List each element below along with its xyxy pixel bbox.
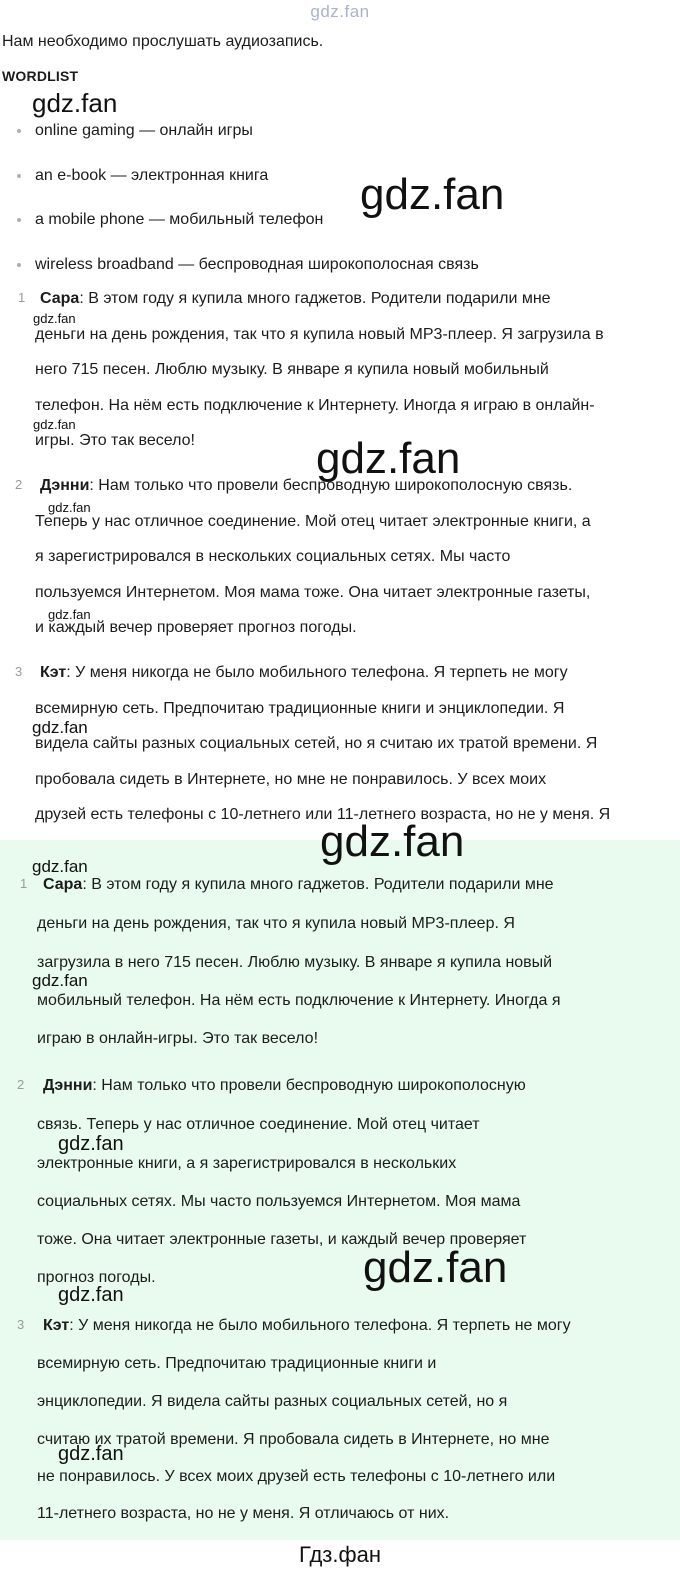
speaker-name: Сара [43, 876, 83, 893]
watermark: gdz.fan [32, 88, 118, 118]
entry-line-text: : В этом году я купила много гаджетов. Родители подарили мне [79, 290, 551, 307]
entry-line-text: : Нам только что провели беспроводную широкополосную связь. [89, 477, 573, 494]
entry-line [43, 1077, 526, 1095]
entry-line: мобильный телефон. На нём есть подключение к Интернету. Иногда я [37, 992, 561, 1009]
entry-number: 3 [15, 664, 23, 679]
entry-line-text: : В этом году я купила много гаджетов. Родители подарили мне [82, 876, 554, 893]
entry-line-text: : У меня никогда не было мобильного телефона. Я терпеть не могу [69, 1317, 571, 1334]
watermark: gdz.fan [320, 817, 465, 866]
entry-line: деньги на день рождения, так что я купила новый MP3-плеер. Я загрузила в [35, 326, 604, 343]
entry-line [40, 477, 572, 495]
site-logo: gdz.fan [310, 2, 370, 21]
entry-line: и каждый вечер проверяет прогноз погоды. [35, 619, 357, 636]
entry-number: 1 [18, 290, 26, 305]
watermark: gdz.fan [33, 311, 76, 326]
entry-line-text: : Нам только что провели беспроводную широкополосную [92, 1077, 526, 1094]
entry-line: не понравилось. У всех моих друзей есть телефоны с 10-летнего или [37, 1468, 556, 1485]
watermark: gdz.fan [32, 718, 88, 737]
footer-site-name: Гдз.фан [299, 1542, 381, 1567]
watermark: gdz.fan [48, 607, 91, 622]
entry-line: всемирную сеть. Предпочитаю традиционные книги и энциклопедии. Я [35, 700, 565, 717]
entry-line [43, 1317, 571, 1335]
watermark: gdz.fan [33, 417, 76, 432]
entry-line: пробовала сидеть в Интернете, но мне не понравилось. У всех моих [35, 771, 547, 788]
bullet-icon [17, 174, 21, 178]
entry-number: 3 [17, 1317, 25, 1332]
entry-line: социальных сетях. Мы часто пользуемся Интернетом. Моя мама [37, 1193, 521, 1210]
watermark: gdz.fan [58, 1133, 124, 1155]
entry-line: считаю их тратой времени. Я пробовала сидеть в Интернете, но мне [37, 1431, 550, 1448]
entry-line: Теперь у нас отличное соединение. Мой отец читает электронные книги, а [35, 513, 591, 530]
speaker-name: Дэнни [43, 1077, 93, 1094]
entry-line: него 715 песен. Люблю музыку. В январе я купила новый мобильный [35, 361, 549, 378]
watermark: gdz.fan [48, 500, 91, 515]
entry-line: деньги на день рождения, так что я купила новый MP3-плеер. Я [37, 915, 515, 932]
watermark: gdz.fan [32, 971, 88, 990]
bullet-icon [17, 263, 21, 267]
bullet-icon [17, 129, 21, 133]
entry-line: пользуемся Интернетом. Моя мама тоже. Она читает электронные газеты, [35, 584, 591, 601]
entry-line: связь. Теперь у нас отличное соединение. Мой отец читает [37, 1116, 480, 1133]
watermark: gdz.fan [58, 1284, 124, 1306]
entry-line: тоже. Она читает электронные газеты, и каждый вечер проверяет [37, 1231, 527, 1248]
entry-line: загрузила в него 715 песен. Люблю музыку. В январе я купила новый [37, 954, 553, 971]
entry-line: друзей есть телефоны с 10-летнего или 11-летнего возраста, но не у меня. Я [35, 806, 611, 823]
entry-line: прогноз погоды. [37, 1269, 156, 1286]
entry-line: энциклопедии. Я видела сайты разных социальных сетей, но я [37, 1393, 508, 1410]
entry-line: я зарегистрировался в нескольких социальных сетях. Мы часто [35, 548, 511, 565]
entry-line: электронные книги, а я зарегистрировался в нескольких [37, 1155, 457, 1172]
watermark: gdz.fan [58, 1443, 124, 1465]
speaker-name: Дэнни [40, 477, 90, 494]
wordlist-item-text: wireless broadband — беспроводная широкополосная связь [35, 256, 479, 273]
intro-text: Нам необходимо прослушать аудиозапись. [2, 33, 324, 50]
entry-line: играю в онлайн-игры. Это так весело! [37, 1030, 319, 1047]
wordlist-item-text: an e-book — электронная книга [35, 167, 269, 184]
entry-number: 1 [20, 876, 28, 891]
entry-line [40, 664, 568, 682]
wordlist-heading: WORDLIST [2, 68, 79, 84]
entry-line: всемирную сеть. Предпочитаю традиционные книги и [37, 1355, 437, 1372]
entry-number: 2 [17, 1077, 25, 1092]
entry-line-text: : У меня никогда не было мобильного телефона. Я терпеть не могу [66, 664, 568, 681]
watermark: gdz.fan [316, 434, 461, 483]
entry-number: 2 [15, 477, 23, 492]
entry-line [40, 290, 551, 308]
speaker-name: Кэт [43, 1317, 70, 1334]
entry-line: 11-летнего возраста, но не у меня. Я отличаюсь от них. [37, 1505, 450, 1522]
entry-line [43, 876, 554, 894]
wordlist-item-text: a mobile phone — мобильный телефон [35, 211, 324, 228]
entry-line: телефон. На нём есть подключение к Интернету. Иногда я играю в онлайн- [35, 397, 595, 414]
watermark: gdz.fan [32, 857, 88, 876]
speaker-name: Кэт [40, 664, 67, 681]
entry-line: игры. Это так весело! [35, 432, 195, 449]
speaker-name: Сара [40, 290, 80, 307]
watermark: gdz.fan [360, 170, 505, 219]
entry-line: видела сайты разных социальных сетей, но я считаю их тратой времени. Я [35, 735, 598, 752]
bullet-icon [17, 218, 21, 222]
wordlist-item-text: online gaming — онлайн игры [35, 122, 253, 139]
watermark: gdz.fan [363, 1243, 508, 1292]
